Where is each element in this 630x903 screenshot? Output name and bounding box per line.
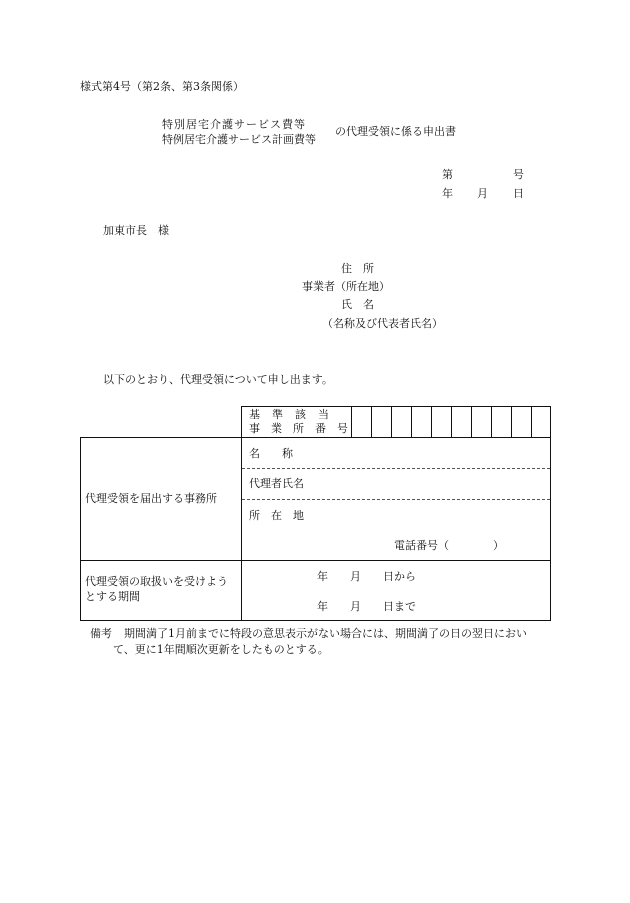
office-number-label-1: 基 準 該 当 bbox=[249, 408, 330, 421]
date-month: 月 bbox=[477, 187, 488, 200]
remarks-line-2: て、更に1年間順次更新をしたものとする。 bbox=[113, 643, 329, 656]
statement: 以下のとおり、代理受領について申し出ます。 bbox=[103, 373, 333, 386]
phone-label: 電話番号（ ） bbox=[394, 539, 504, 552]
title-line-1: 特別居宅介護サービス費等 bbox=[162, 118, 306, 131]
period-label-1: 代理受領の取扱いを受けよう bbox=[85, 575, 228, 588]
addressee: 加東市長 様 bbox=[103, 224, 169, 237]
rep-name-label: 代理者氏名 bbox=[249, 477, 304, 490]
number-go: 号 bbox=[513, 168, 524, 181]
applicant-business-label: 事業者（所在地） bbox=[302, 280, 390, 293]
period-from: 年 月 日から bbox=[317, 570, 416, 583]
date-year: 年 bbox=[442, 187, 453, 200]
period-label-2: とする期間 bbox=[85, 590, 140, 603]
office-number-label-2: 事 業 所 番 号 bbox=[249, 422, 348, 435]
applicant-address-label: 住 所 bbox=[341, 262, 374, 275]
date-day: 日 bbox=[513, 187, 524, 200]
remarks-label: 備考 bbox=[90, 627, 112, 640]
remarks-line-1: 期間満了1月前までに特段の意思表示がない場合には、期間満了の日の翌日におい bbox=[124, 627, 527, 640]
applicant-name-label: 氏 名 bbox=[341, 298, 374, 311]
office-name-label: 名 称 bbox=[249, 447, 293, 460]
location-label: 所 在 地 bbox=[249, 509, 304, 522]
period-to: 年 月 日まで bbox=[317, 600, 416, 613]
title-suffix: の代理受領に係る申出書 bbox=[335, 125, 456, 138]
number-dai: 第 bbox=[442, 168, 453, 181]
title-line-2: 特例居宅介護サービス計画費等 bbox=[162, 133, 316, 146]
office-section-label: 代理受領を届出する事務所 bbox=[85, 492, 217, 505]
form-number: 様式第4号（第2条、第3条関係） bbox=[80, 80, 244, 93]
applicant-name-note: （名称及び代表者氏名） bbox=[322, 317, 443, 330]
